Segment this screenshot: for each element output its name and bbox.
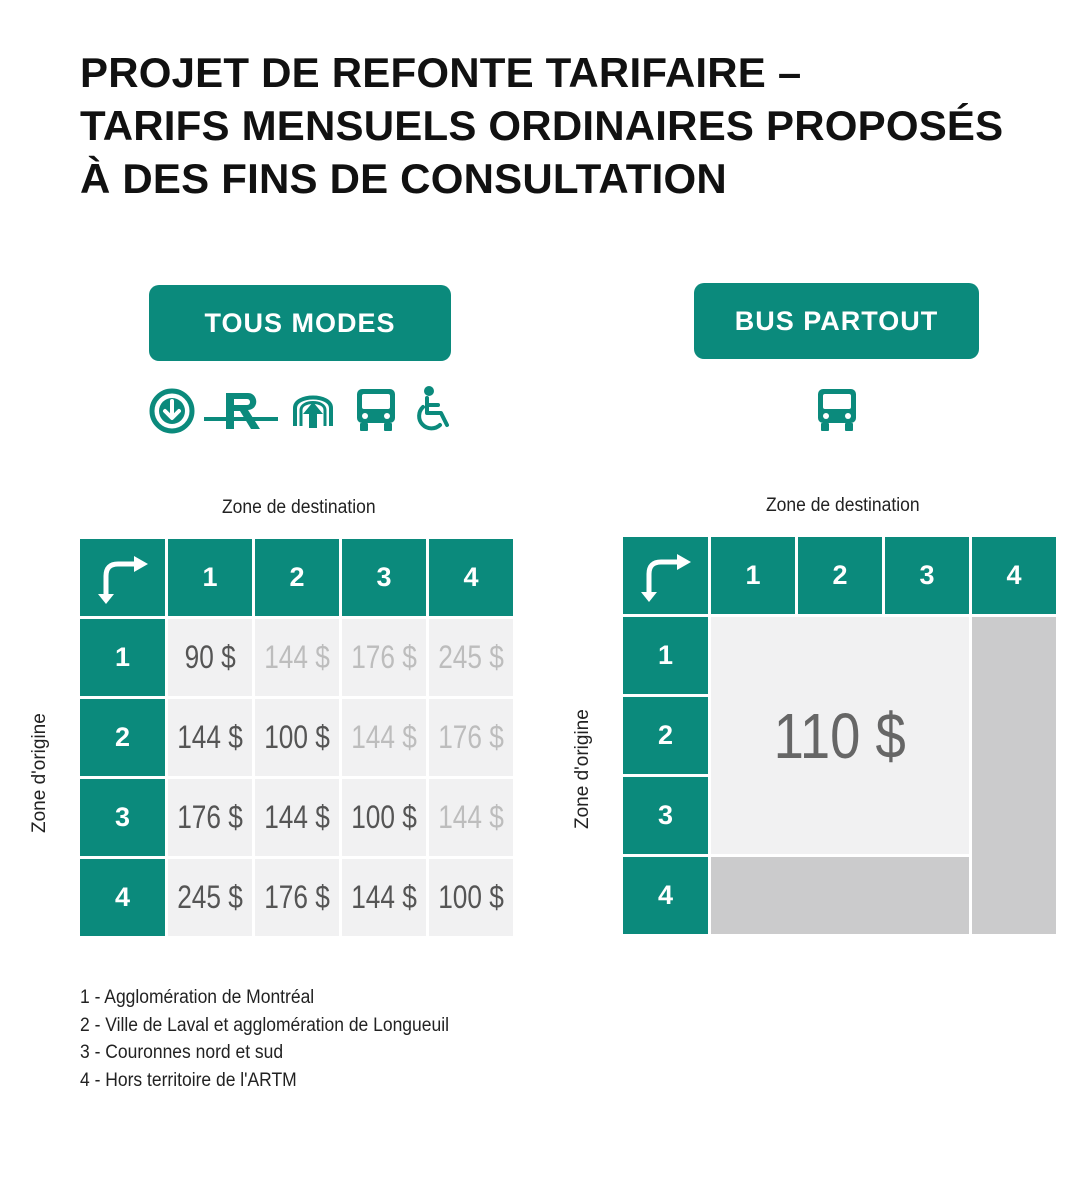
fare-value: 144 $ [177,719,243,755]
row-header: 2 [623,697,708,774]
flat-fare-value: 110 $ [773,699,907,772]
bus-fare-table [623,537,1056,934]
fare-value: 90 $ [184,639,236,675]
column-header: 1 [711,537,795,614]
fare-value: 144 $ [264,639,330,675]
flat-fare-cell [711,617,969,854]
legend-item: 1 - Agglomération de Montréal [80,987,315,1008]
fare-value: 144 $ [438,799,504,835]
fare-value: 176 $ [264,879,330,915]
accessibility-icon [414,385,454,433]
fare-value: 100 $ [264,719,330,755]
bus-icon [815,387,859,433]
fare-value: 176 $ [438,719,504,755]
row-header: 2 [80,699,165,776]
bus-icon [354,387,398,433]
bus-everywhere-badge: BUS PARTOUT [694,283,979,359]
column-header: 2 [255,539,339,616]
unavailable-zone-row [711,857,969,934]
fare-cell [255,859,339,936]
fare-value: 100 $ [438,879,504,915]
all-modes-fare-table [80,539,513,936]
fare-cell [342,779,426,856]
legend-item: 3 - Couronnes nord et sud [80,1042,284,1063]
column-header: 4 [429,539,513,616]
fare-cell [255,779,339,856]
column-header: 2 [798,537,882,614]
fare-cell [342,699,426,776]
fare-value: 144 $ [264,799,330,835]
metro-icon [148,387,196,435]
fare-value: 245 $ [177,879,243,915]
column-header: 4 [972,537,1056,614]
column-header: 3 [885,537,969,614]
corner-arrow-cell [623,537,708,614]
fare-value: 176 $ [177,799,243,835]
corner-arrow-icon [94,550,152,606]
column-header: 1 [168,539,252,616]
legend-item: 4 - Hors territoire de l'ARTM [80,1069,297,1091]
fare-cell [429,779,513,856]
fare-value: 176 $ [351,639,417,675]
fare-cell [429,619,513,696]
fare-cell [168,619,252,696]
fare-cell [429,859,513,936]
fare-cell [168,859,252,936]
fare-value: 144 $ [351,879,417,915]
fare-value: 100 $ [351,799,417,835]
corner-arrow-icon [637,548,695,604]
fare-value: 144 $ [351,719,417,755]
fare-cell [342,619,426,696]
title-line-3: À DES FINS DE CONSULTATION [80,155,727,202]
fare-cell [429,699,513,776]
fare-cell [168,779,252,856]
legend-item: 2 - Ville de Laval et agglomération de Longueuil [80,1014,449,1036]
fare-cell [168,699,252,776]
unavailable-zone-column [972,617,1056,934]
fare-cell [255,699,339,776]
train-icon [204,389,278,433]
row-header: 1 [623,617,708,694]
zone-legend [80,984,481,1094]
all-modes-badge: TOUS MODES [149,285,451,361]
row-header: 4 [623,857,708,934]
row-header: 1 [80,619,165,696]
origin-zone-label: Zone d'origine [572,709,593,829]
page-title [80,46,1003,205]
fare-cell [342,859,426,936]
destination-zone-label: Zone de destination [766,495,920,516]
rem-icon [289,386,337,434]
row-header: 3 [623,777,708,854]
title-line-1: PROJET DE REFONTE TARIFAIRE – [80,49,802,96]
corner-arrow-cell [80,539,165,616]
destination-zone-label: Zone de destination [222,497,376,518]
column-header: 3 [342,539,426,616]
title-line-2: TARIFS MENSUELS ORDINAIRES PROPOSÉS [80,102,1004,149]
row-header: 4 [80,859,165,936]
fare-value: 245 $ [438,639,504,675]
origin-zone-label: Zone d'origine [29,713,50,833]
fare-cell [255,619,339,696]
row-header: 3 [80,779,165,856]
